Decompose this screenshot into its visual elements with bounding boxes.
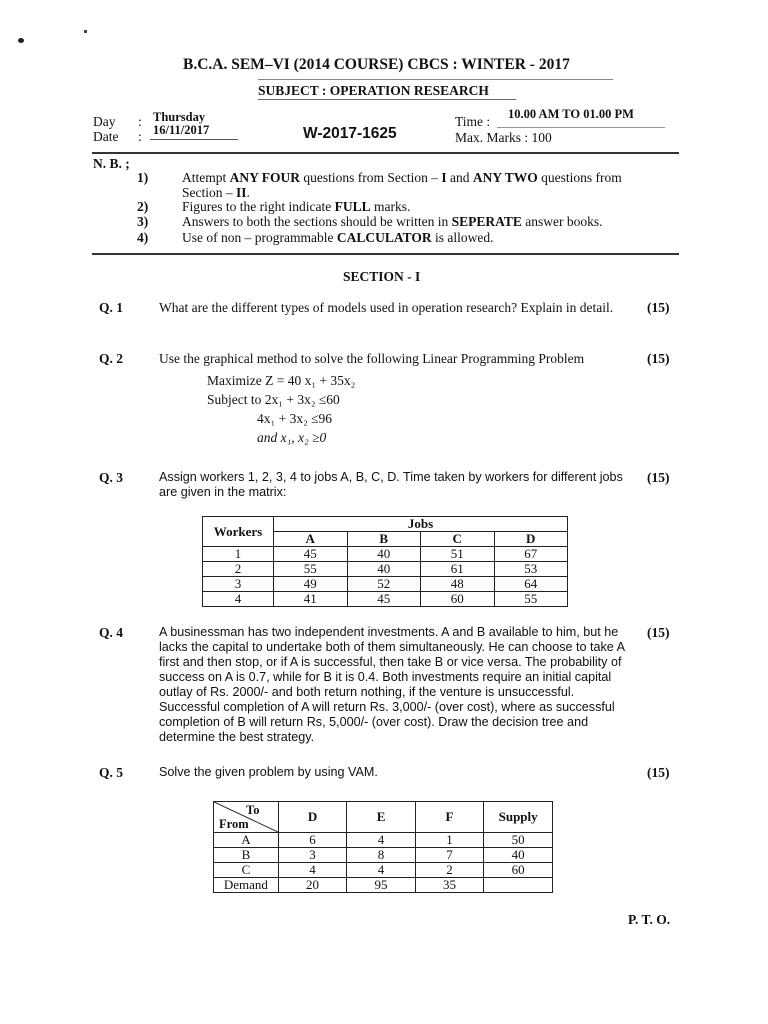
q4-label: Q. 4 bbox=[99, 625, 124, 640]
q3-label: Q. 3 bbox=[99, 470, 124, 485]
day-label: Day bbox=[93, 114, 116, 129]
q1-marks: (15) bbox=[647, 300, 670, 315]
time-value: 10.00 AM TO 01.00 PM bbox=[508, 107, 634, 121]
max-marks: Max. Marks : 100 bbox=[455, 130, 552, 145]
lp-objective: Maximize Z = 40 x₁ + 35x₂ bbox=[207, 373, 356, 388]
lp-constraint-1: Subject to 2x₁ + 3x₂ ≤60 bbox=[207, 392, 340, 407]
scan-mark bbox=[18, 38, 24, 43]
date-label: Date bbox=[93, 129, 119, 144]
q3-text: Assign workers 1, 2, 3, 4 to jobs A, B, C, D. Time taken by workers for different jobs are given in the matrix: bbox=[159, 470, 623, 499]
job-col-c: C bbox=[421, 532, 495, 547]
scan-mark bbox=[84, 30, 87, 33]
table-row: 2 55 40 61 53 bbox=[203, 562, 568, 577]
table-row: C 4 4 2 60 bbox=[214, 863, 553, 878]
to-from-header bbox=[214, 802, 279, 833]
table-row: 4 41 45 60 55 bbox=[203, 592, 568, 607]
q5-text: Solve the given problem by using VAM. bbox=[159, 765, 378, 779]
paper-code: W-2017-1625 bbox=[303, 125, 397, 142]
day-value: Thursday bbox=[153, 110, 206, 124]
workers-header: Workers bbox=[203, 517, 274, 547]
table-row: B 3 8 7 40 bbox=[214, 848, 553, 863]
q2-text: Use the graphical method to solve the following Linear Programming Problem bbox=[159, 351, 585, 366]
q4-marks: (15) bbox=[647, 625, 670, 640]
table-row: 3 49 52 48 64 bbox=[203, 577, 568, 592]
assignment-table bbox=[202, 516, 568, 607]
lp-constraint-3: and x₁, x₂ ≥0 bbox=[257, 430, 327, 445]
q5-label: Q. 5 bbox=[99, 765, 124, 780]
exam-title: B.C.A. SEM–VI (2014 COURSE) CBCS : WINTER - 2017 bbox=[183, 56, 570, 73]
q2-marks: (15) bbox=[647, 351, 670, 366]
instruction-2: Figures to the right indicate FULL marks. bbox=[182, 199, 411, 214]
q4-text: A businessman has two independent investments. A and B available to him, but he lacks the capital to undertake both of them simultaneously. He can choose to take A first and then stop, or if A is successful, then take B or vice versa. The probability of success on A is 0.7, while for B it is 0.4. Both investments require an initial capital outlay of Rs. 2000/- and both return nothing, if the venture is unsuccessful. Successful completion of A will return Rs. 3,000/- (over cost), where as successful completion of B will return Rs, 5,000/- (over cost). Draw the decision tree and determine the best strategy. bbox=[159, 625, 625, 744]
table-row: 1 45 40 51 67 bbox=[203, 547, 568, 562]
nb-label: N. B. ; bbox=[93, 156, 130, 171]
page-turn-over: P. T. O. bbox=[628, 912, 671, 927]
jobs-header: Jobs bbox=[274, 517, 568, 532]
lp-constraint-2: 4x₁ + 3x₂ ≤96 bbox=[257, 411, 333, 426]
q1-label: Q. 1 bbox=[99, 300, 124, 315]
q3-marks: (15) bbox=[647, 470, 670, 485]
time-label: Time : bbox=[455, 114, 491, 129]
transportation-table bbox=[213, 801, 553, 893]
subject-title: SUBJECT : OPERATION RESEARCH bbox=[258, 83, 489, 98]
table-row: A 6 4 1 50 bbox=[214, 833, 553, 848]
instruction-1-cont: Section – II. bbox=[182, 185, 250, 200]
q1-text: What are the different types of models used in operation research? Explain in detail. bbox=[159, 300, 614, 315]
instruction-3: Answers to both the sections should be written in SEPERATE answer books. bbox=[182, 214, 603, 229]
dest-col-d: D bbox=[278, 802, 346, 833]
to-label: To bbox=[246, 803, 260, 817]
job-col-d: D bbox=[494, 532, 568, 547]
instruction-1: Attempt ANY FOUR questions from Section – I and ANY TWO questions from bbox=[182, 170, 622, 185]
from-label: From bbox=[219, 817, 249, 831]
dest-col-e: E bbox=[347, 802, 415, 833]
date-value: 16/11/2017 bbox=[153, 123, 210, 137]
supply-col: Supply bbox=[484, 802, 553, 833]
dest-col-f: F bbox=[415, 802, 483, 833]
q5-marks: (15) bbox=[647, 765, 670, 780]
q2-label: Q. 2 bbox=[99, 351, 124, 366]
job-col-b: B bbox=[347, 532, 421, 547]
section-title: SECTION - I bbox=[343, 269, 421, 284]
job-col-a: A bbox=[274, 532, 348, 547]
table-row: Demand 20 95 35 bbox=[214, 878, 553, 893]
instruction-4: Use of non – programmable CALCULATOR is allowed. bbox=[182, 230, 494, 245]
